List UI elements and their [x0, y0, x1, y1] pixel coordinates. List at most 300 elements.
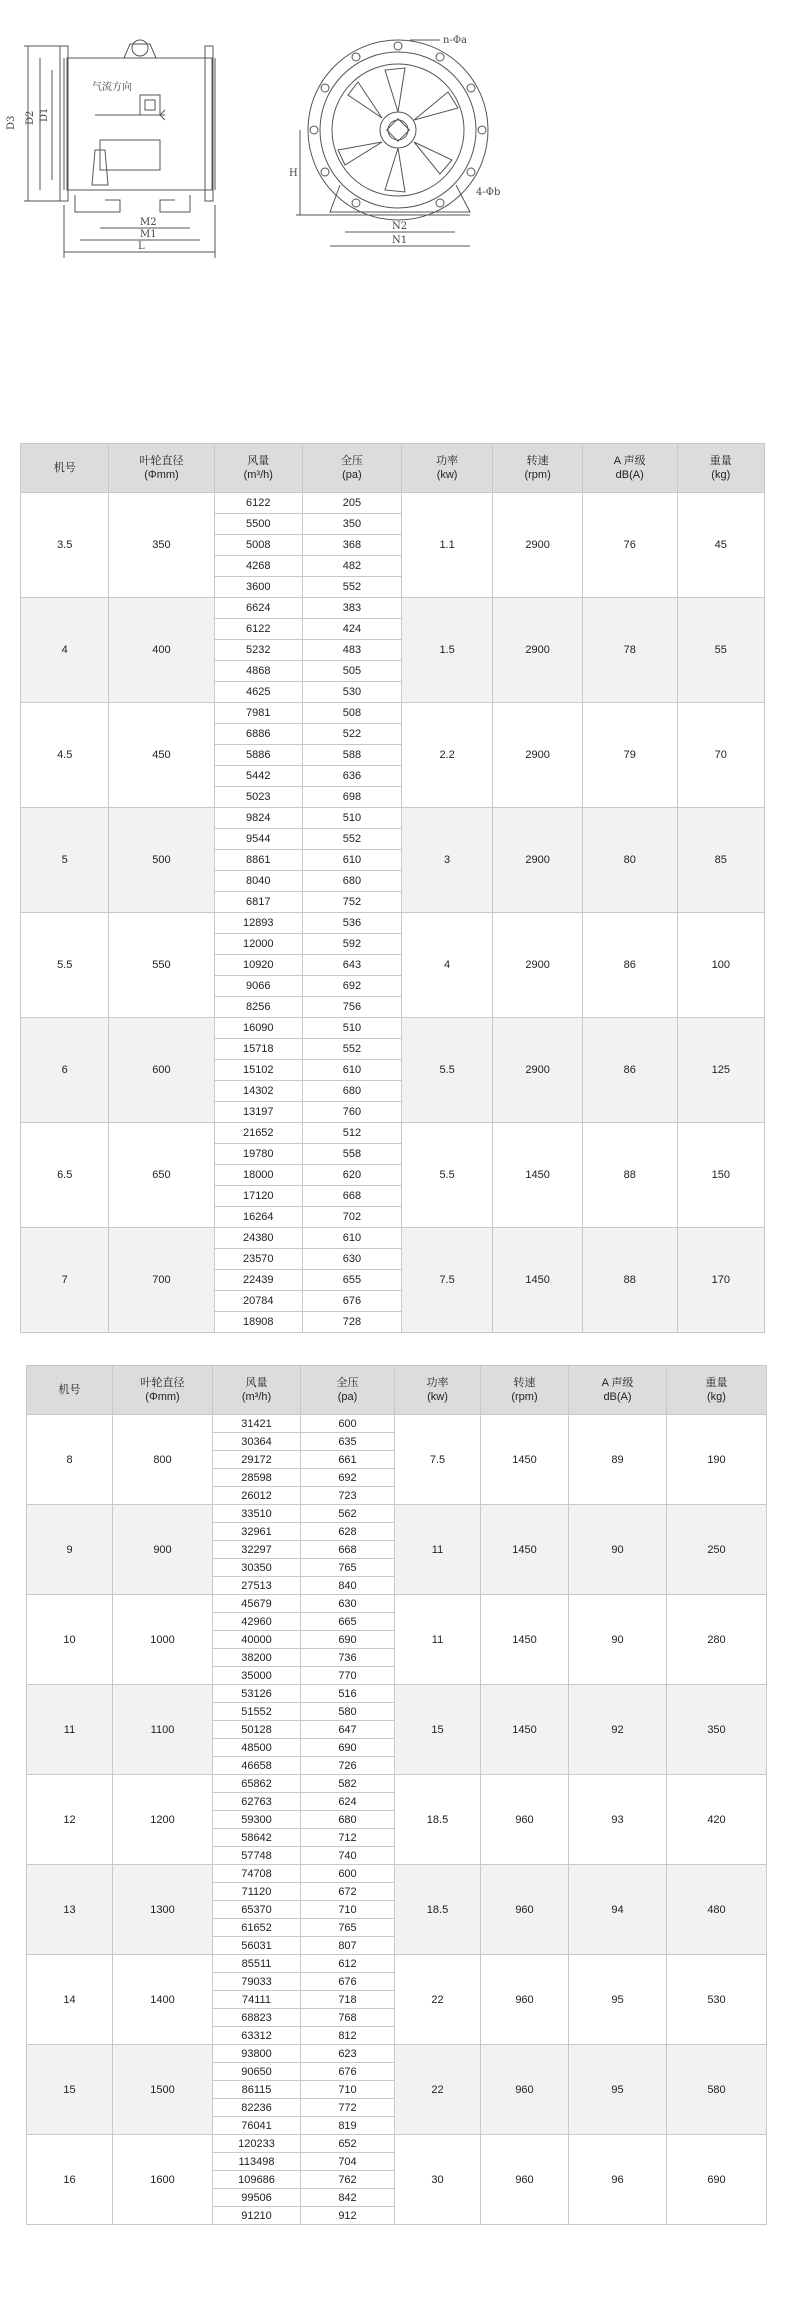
cell-impeller-dia: 600 [109, 1018, 214, 1123]
cell-airflow: 8861 [214, 850, 302, 871]
cell-speed: 960 [481, 1775, 569, 1865]
cell-airflow: 5886 [214, 745, 302, 766]
cell-pressure: 765 [301, 1919, 395, 1937]
table-row [27, 2135, 767, 2153]
cell-airflow: 93800 [213, 2045, 301, 2063]
cell-sound-level: 95 [569, 2045, 667, 2135]
cell-airflow: 15102 [214, 1060, 302, 1081]
cell-airflow: 63312 [213, 2027, 301, 2045]
cell-airflow: 7981 [214, 703, 302, 724]
col-impeller-dia [113, 1366, 213, 1415]
model-group [27, 1955, 767, 2045]
table-row [27, 1865, 767, 1883]
cell-sound-level: 95 [569, 1955, 667, 2045]
cell-airflow: 91210 [213, 2207, 301, 2225]
holes-label: n-Φa [443, 35, 467, 46]
cell-pressure: 661 [301, 1451, 395, 1469]
header-line1: 叶轮直径 [140, 1377, 185, 1389]
cell-sound-level: 94 [569, 1865, 667, 1955]
cell-speed: 2900 [493, 1018, 582, 1123]
cell-pressure: 680 [301, 1811, 395, 1829]
cell-airflow: 18908 [214, 1312, 302, 1333]
model-group [21, 1228, 765, 1333]
table-row [21, 1228, 765, 1249]
cell-pressure: 510 [302, 1018, 401, 1039]
cell-machine-no: 7 [21, 1228, 109, 1333]
cell-airflow: 48500 [213, 1739, 301, 1757]
model-group [21, 1018, 765, 1123]
table-header [21, 444, 765, 493]
cell-power: 7.5 [395, 1415, 481, 1505]
header-line1: 风量 [245, 1377, 268, 1389]
header-line1: 功率 [436, 455, 459, 467]
cell-weight: 580 [667, 2045, 767, 2135]
outer-flange-circle [308, 40, 488, 220]
cell-speed: 2900 [493, 808, 582, 913]
cell-airflow: 9544 [214, 829, 302, 850]
cell-airflow: 29172 [213, 1451, 301, 1469]
cell-sound-level: 90 [569, 1505, 667, 1595]
cell-impeller-dia: 500 [109, 808, 214, 913]
cell-pressure: 665 [301, 1613, 395, 1631]
cell-sound-level: 80 [582, 808, 677, 913]
cell-sound-level: 96 [569, 2135, 667, 2225]
col-power [395, 1366, 481, 1415]
cell-weight: 170 [677, 1228, 764, 1333]
cell-pressure: 692 [302, 976, 401, 997]
table-row [27, 1415, 767, 1433]
cell-pressure: 710 [301, 1901, 395, 1919]
cell-airflow: 17120 [214, 1186, 302, 1207]
header-line1: 转速 [526, 455, 549, 467]
cell-pressure: 582 [301, 1775, 395, 1793]
cell-impeller-dia: 800 [113, 1415, 213, 1505]
cell-airflow: 99506 [213, 2189, 301, 2207]
cell-airflow: 74708 [213, 1865, 301, 1883]
cell-sound-level: 93 [569, 1775, 667, 1865]
dim-H: H [289, 168, 298, 179]
header-line2: (m³/h) [243, 469, 273, 481]
cell-pressure: 368 [302, 535, 401, 556]
cell-machine-no: 16 [27, 2135, 113, 2225]
cell-pressure: 728 [302, 1312, 401, 1333]
cell-pressure: 424 [302, 619, 401, 640]
cell-machine-no: 15 [27, 2045, 113, 2135]
table-row [27, 1505, 767, 1523]
col-weight [677, 444, 764, 493]
cell-pressure: 600 [301, 1865, 395, 1883]
bolt-holes [310, 42, 486, 207]
cell-airflow: 15718 [214, 1039, 302, 1060]
cell-pressure: 807 [301, 1937, 395, 1955]
col-sound-level [569, 1366, 667, 1415]
cell-impeller-dia: 450 [109, 703, 214, 808]
cell-impeller-dia: 550 [109, 913, 214, 1018]
model-group [27, 2135, 767, 2225]
cell-speed: 960 [481, 2135, 569, 2225]
cell-sound-level: 88 [582, 1228, 677, 1333]
model-group [21, 703, 765, 808]
table-row [21, 913, 765, 934]
cell-airflow: 45679 [213, 1595, 301, 1613]
dim-N2: N2 [392, 221, 408, 232]
cell-weight: 250 [667, 1505, 767, 1595]
table-row [21, 1018, 765, 1039]
cell-airflow: 9066 [214, 976, 302, 997]
header-row [27, 1366, 767, 1415]
header-line2: (m³/h) [241, 1391, 272, 1403]
cell-pressure: 668 [302, 1186, 401, 1207]
cell-airflow: 51552 [213, 1703, 301, 1721]
cell-weight: 480 [667, 1865, 767, 1955]
cell-power: 30 [395, 2135, 481, 2225]
cell-speed: 1450 [493, 1123, 582, 1228]
cell-pressure: 752 [302, 892, 401, 913]
cell-airflow: 27513 [213, 1577, 301, 1595]
model-group [21, 808, 765, 913]
cell-power: 5.5 [401, 1018, 493, 1123]
cell-speed: 2900 [493, 913, 582, 1018]
cell-power: 5.5 [401, 1123, 493, 1228]
cell-power: 1.5 [401, 598, 493, 703]
header-line2: (kg) [707, 1391, 726, 1403]
cell-airflow: 86115 [213, 2081, 301, 2099]
header-line2: (Φmm) [144, 469, 179, 481]
cell-airflow: 5442 [214, 766, 302, 787]
cell-pressure: 704 [301, 2153, 395, 2171]
cell-pressure: 690 [301, 1739, 395, 1757]
cell-sound-level: 88 [582, 1123, 677, 1228]
cell-airflow: 46658 [213, 1757, 301, 1775]
cell-pressure: 483 [302, 640, 401, 661]
motor-outline [100, 140, 160, 170]
cell-power: 1.1 [401, 493, 493, 598]
cell-airflow: 23570 [214, 1249, 302, 1270]
cell-weight: 350 [667, 1685, 767, 1775]
cell-weight: 45 [677, 493, 764, 598]
header-line1: 功率 [426, 1377, 449, 1389]
dim-M1: M1 [140, 229, 157, 240]
cell-pressure: 819 [301, 2117, 395, 2135]
col-machine-no [27, 1366, 113, 1415]
cell-pressure: 712 [301, 1829, 395, 1847]
drawing-labels [6, 35, 500, 252]
bolt-label: 4-Φb [476, 187, 501, 198]
cell-pressure: 350 [302, 514, 401, 535]
header-line2: (kg) [711, 469, 731, 481]
table-row [27, 1955, 767, 1973]
cell-pressure: 636 [302, 766, 401, 787]
header-line1: 机号 [58, 1384, 81, 1396]
cell-impeller-dia: 350 [109, 493, 214, 598]
cell-pressure: 505 [302, 661, 401, 682]
cell-machine-no: 12 [27, 1775, 113, 1865]
model-group [27, 1775, 767, 1865]
cell-pressure: 765 [301, 1559, 395, 1577]
cell-pressure: 680 [302, 871, 401, 892]
cell-pressure: 692 [301, 1469, 395, 1487]
header-line2: (Φmm) [145, 1391, 180, 1403]
cell-impeller-dia: 1300 [113, 1865, 213, 1955]
header-line1: A 声级 [601, 1377, 634, 1389]
cell-pressure: 530 [302, 682, 401, 703]
cell-airflow: 40000 [213, 1631, 301, 1649]
cell-machine-no: 6 [21, 1018, 109, 1123]
cell-airflow: 6624 [214, 598, 302, 619]
header-line1: 全压 [340, 455, 363, 467]
header-line1: A 声级 [613, 455, 646, 467]
cell-pressure: 647 [301, 1721, 395, 1739]
cell-power: 18.5 [395, 1775, 481, 1865]
cell-airflow: 62763 [213, 1793, 301, 1811]
cell-pressure: 726 [301, 1757, 395, 1775]
cell-airflow: 38200 [213, 1649, 301, 1667]
header-line2: (rpm) [511, 1391, 538, 1403]
cell-airflow: 59300 [213, 1811, 301, 1829]
dim-D3: D3 [6, 115, 17, 130]
cell-airflow: 24380 [214, 1228, 302, 1249]
header-line2: dB(A) [615, 469, 644, 481]
cell-sound-level: 86 [582, 913, 677, 1018]
cell-speed: 2900 [493, 703, 582, 808]
cell-airflow: 82236 [213, 2099, 301, 2117]
col-weight [667, 1366, 767, 1415]
cell-airflow: 6817 [214, 892, 302, 913]
cell-pressure: 718 [301, 1991, 395, 2009]
header-line1: 重量 [705, 1377, 728, 1389]
cell-airflow: 30364 [213, 1433, 301, 1451]
header-line2: (kw) [436, 469, 458, 481]
cell-power: 18.5 [395, 1865, 481, 1955]
cell-airflow: 22439 [214, 1270, 302, 1291]
cell-airflow: 8256 [214, 997, 302, 1018]
cell-airflow: 113498 [213, 2153, 301, 2171]
cell-airflow: 53126 [213, 1685, 301, 1703]
cell-speed: 960 [481, 1955, 569, 2045]
dim-N1: N1 [392, 235, 408, 246]
cell-power: 11 [395, 1595, 481, 1685]
cell-pressure: 512 [302, 1123, 401, 1144]
cell-pressure: 702 [302, 1207, 401, 1228]
cell-airflow: 9824 [214, 808, 302, 829]
cell-pressure: 610 [302, 1228, 401, 1249]
col-speed [493, 444, 582, 493]
cell-impeller-dia: 1200 [113, 1775, 213, 1865]
cell-impeller-dia: 1000 [113, 1595, 213, 1685]
cell-airflow: 12893 [214, 913, 302, 934]
cell-power: 22 [395, 1955, 481, 2045]
cell-pressure: 516 [301, 1685, 395, 1703]
cell-machine-no: 13 [27, 1865, 113, 1955]
cell-machine-no: 10 [27, 1595, 113, 1685]
cell-airflow: 42960 [213, 1613, 301, 1631]
cell-pressure: 580 [301, 1703, 395, 1721]
cell-pressure: 508 [302, 703, 401, 724]
cell-airflow: 12000 [214, 934, 302, 955]
cell-sound-level: 90 [569, 1595, 667, 1685]
cell-pressure: 760 [302, 1102, 401, 1123]
cell-airflow: 8040 [214, 871, 302, 892]
cell-weight: 530 [667, 1955, 767, 2045]
cell-machine-no: 5.5 [21, 913, 109, 1018]
cell-pressure: 630 [302, 1249, 401, 1270]
table-row [21, 808, 765, 829]
cell-airflow: 26012 [213, 1487, 301, 1505]
cell-pressure: 612 [301, 1955, 395, 1973]
cell-machine-no: 8 [27, 1415, 113, 1505]
cell-pressure: 676 [302, 1291, 401, 1312]
cell-airflow: 32961 [213, 1523, 301, 1541]
cell-airflow: 79033 [213, 1973, 301, 1991]
dim-M2: M2 [140, 217, 157, 228]
header-line1: 全压 [336, 1377, 359, 1389]
cell-airflow: 4625 [214, 682, 302, 703]
cell-pressure: 698 [302, 787, 401, 808]
col-impeller-dia [109, 444, 214, 493]
cell-pressure: 770 [301, 1667, 395, 1685]
cell-airflow: 6886 [214, 724, 302, 745]
cell-pressure: 552 [302, 577, 401, 598]
table-header [27, 1366, 767, 1415]
cell-pressure: 756 [302, 997, 401, 1018]
cell-weight: 420 [667, 1775, 767, 1865]
cell-airflow: 5008 [214, 535, 302, 556]
cell-airflow: 65370 [213, 1901, 301, 1919]
cell-pressure: 772 [301, 2099, 395, 2117]
col-pressure [302, 444, 401, 493]
cell-pressure: 510 [302, 808, 401, 829]
cell-airflow: 28598 [213, 1469, 301, 1487]
cell-sound-level: 92 [569, 1685, 667, 1775]
cell-airflow: 13197 [214, 1102, 302, 1123]
cell-pressure: 552 [302, 829, 401, 850]
col-pressure [301, 1366, 395, 1415]
cell-airflow: 3600 [214, 577, 302, 598]
cell-pressure: 736 [301, 1649, 395, 1667]
cell-pressure: 592 [302, 934, 401, 955]
cell-pressure: 536 [302, 913, 401, 934]
cell-weight: 150 [677, 1123, 764, 1228]
cell-power: 7.5 [401, 1228, 493, 1333]
model-group [21, 598, 765, 703]
cell-power: 3 [401, 808, 493, 913]
cell-pressure: 676 [301, 2063, 395, 2081]
header-line2: (pa) [342, 469, 362, 481]
cell-speed: 1450 [481, 1415, 569, 1505]
cell-speed: 2900 [493, 598, 582, 703]
cell-pressure: 668 [301, 1541, 395, 1559]
model-group [21, 1123, 765, 1228]
cell-airflow: 18000 [214, 1165, 302, 1186]
cell-weight: 85 [677, 808, 764, 913]
cell-airflow: 33510 [213, 1505, 301, 1523]
cell-pressure: 676 [301, 1973, 395, 1991]
cell-airflow: 20784 [214, 1291, 302, 1312]
col-machine-no [21, 444, 109, 493]
cell-pressure: 558 [302, 1144, 401, 1165]
cell-pressure: 672 [301, 1883, 395, 1901]
model-group [27, 1685, 767, 1775]
cell-airflow: 16090 [214, 1018, 302, 1039]
cell-pressure: 610 [302, 1060, 401, 1081]
cell-impeller-dia: 900 [113, 1505, 213, 1595]
cell-machine-no: 11 [27, 1685, 113, 1775]
cell-power: 22 [395, 2045, 481, 2135]
cell-airflow: 109686 [213, 2171, 301, 2189]
cell-weight: 100 [677, 913, 764, 1018]
cell-sound-level: 86 [582, 1018, 677, 1123]
header-line2: (pa) [337, 1391, 358, 1403]
cell-airflow: 56031 [213, 1937, 301, 1955]
cell-pressure: 762 [301, 2171, 395, 2189]
cell-machine-no: 9 [27, 1505, 113, 1595]
cell-machine-no: 3.5 [21, 493, 109, 598]
cell-sound-level: 79 [582, 703, 677, 808]
model-group [21, 493, 765, 598]
table-row [27, 1775, 767, 1793]
cell-airflow: 58642 [213, 1829, 301, 1847]
cell-pressure: 655 [302, 1270, 401, 1291]
cell-pressure: 768 [301, 2009, 395, 2027]
cell-airflow: 10920 [214, 955, 302, 976]
col-airflow [214, 444, 302, 493]
cell-pressure: 205 [302, 493, 401, 514]
cell-weight: 190 [667, 1415, 767, 1505]
dim-L: L [138, 241, 145, 252]
col-airflow [213, 1366, 301, 1415]
cell-airflow: 71120 [213, 1883, 301, 1901]
table-row [27, 2045, 767, 2063]
cell-pressure: 610 [302, 850, 401, 871]
cell-power: 15 [395, 1685, 481, 1775]
cell-speed: 960 [481, 2045, 569, 2135]
cell-airflow: 4868 [214, 661, 302, 682]
cell-sound-level: 89 [569, 1415, 667, 1505]
table-row [27, 1595, 767, 1613]
cell-machine-no: 5 [21, 808, 109, 913]
cell-weight: 280 [667, 1595, 767, 1685]
cell-impeller-dia: 650 [109, 1123, 214, 1228]
fan-drawing [0, 0, 790, 400]
model-group [27, 1415, 767, 1505]
cell-airflow: 35000 [213, 1667, 301, 1685]
table-row [21, 703, 765, 724]
cell-pressure: 710 [301, 2081, 395, 2099]
cell-impeller-dia: 1400 [113, 1955, 213, 2045]
cell-speed: 1450 [481, 1505, 569, 1595]
model-group [27, 1865, 767, 1955]
cell-airflow: 85511 [213, 1955, 301, 1973]
cell-pressure: 552 [302, 1039, 401, 1060]
cell-pressure: 620 [302, 1165, 401, 1186]
cell-pressure: 624 [301, 1793, 395, 1811]
cell-airflow: 90650 [213, 2063, 301, 2081]
cell-speed: 2900 [493, 493, 582, 598]
header-line2: (rpm) [524, 469, 551, 481]
cell-pressure: 643 [302, 955, 401, 976]
cell-machine-no: 14 [27, 1955, 113, 2045]
cell-machine-no: 4 [21, 598, 109, 703]
cell-pressure: 652 [301, 2135, 395, 2153]
cell-airflow: 120233 [213, 2135, 301, 2153]
airflow-label: 气流方向 [92, 82, 132, 93]
cell-pressure: 623 [301, 2045, 395, 2063]
cell-power: 2.2 [401, 703, 493, 808]
header-line2: (kw) [427, 1391, 448, 1403]
spec-table-1 [20, 443, 765, 1333]
cell-impeller-dia: 700 [109, 1228, 214, 1333]
cell-speed: 1450 [493, 1228, 582, 1333]
